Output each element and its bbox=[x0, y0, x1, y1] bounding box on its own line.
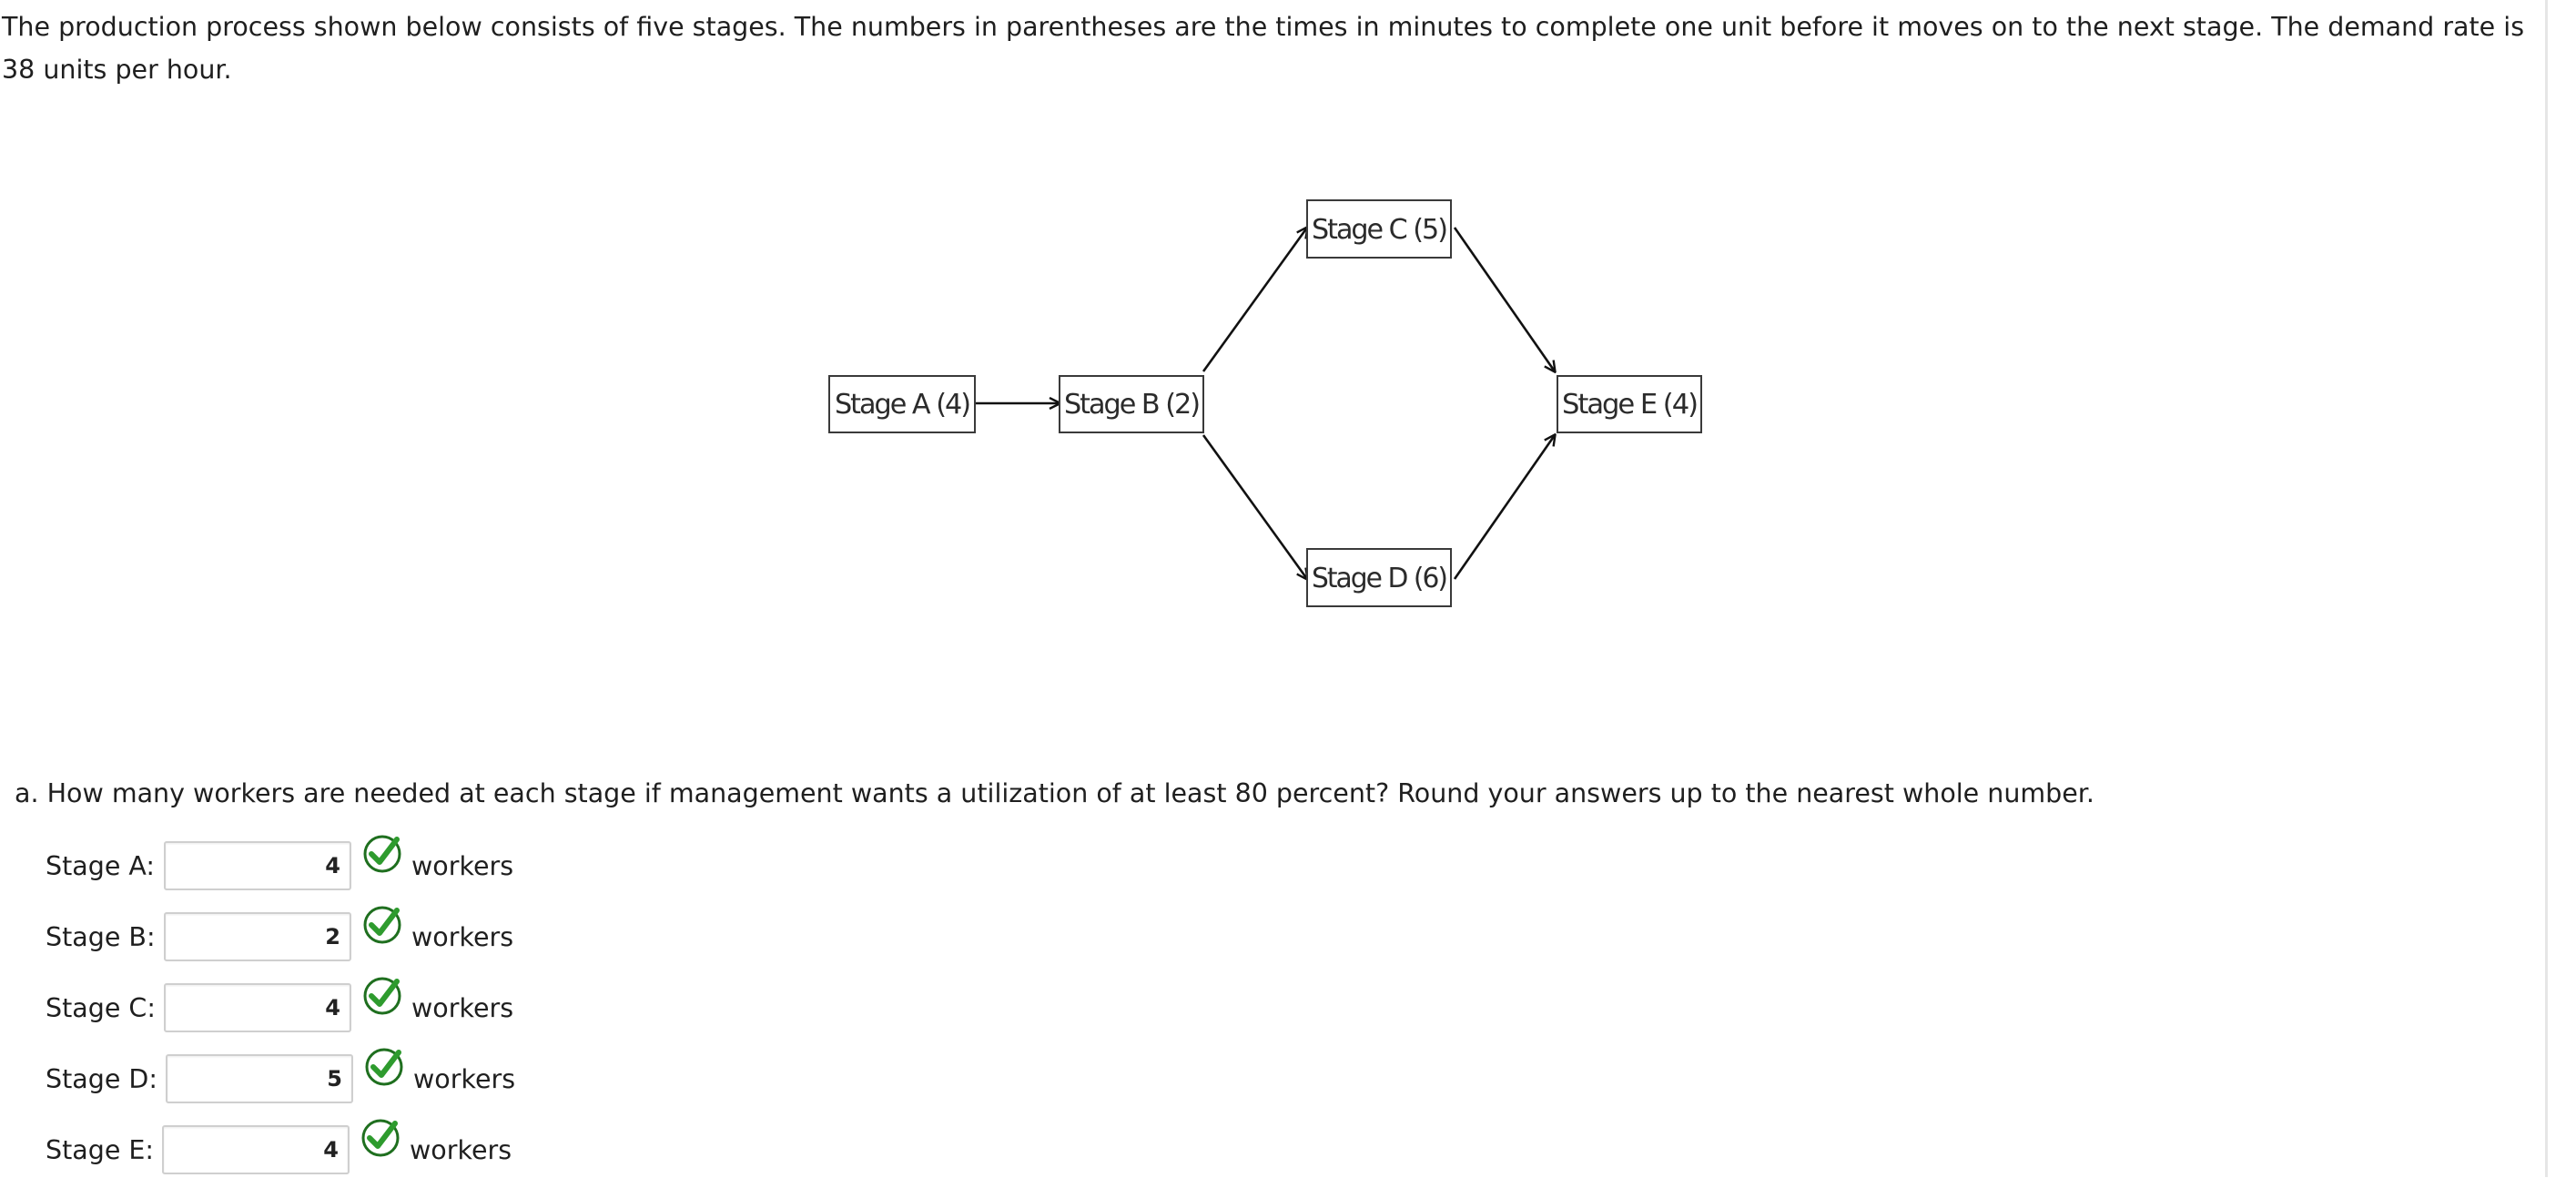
stage-a-label: Stage A (4) bbox=[835, 389, 970, 421]
stage-c-unit-label: workers bbox=[411, 993, 514, 1023]
question-a-prompt: a. How many workers are needed at each stage if management wants a utilization of at least 80 percent? Round your answers up to the nearest whole number. bbox=[15, 778, 2094, 808]
answer-row-stage-b bbox=[46, 910, 683, 965]
stage-d-unit-label: workers bbox=[413, 1064, 516, 1094]
flow-arrow-c-e bbox=[1455, 228, 1555, 371]
stage-d-node bbox=[1307, 549, 1451, 606]
flow-arrow-b-c bbox=[1203, 228, 1307, 371]
answer-row-stage-a bbox=[46, 839, 683, 894]
check-circle-icon bbox=[359, 1116, 402, 1160]
stage-e-unit-label: workers bbox=[410, 1135, 512, 1165]
stage-c-label: Stage C (5) bbox=[1312, 214, 1447, 246]
stage-d-label: Stage D (6) bbox=[1312, 563, 1447, 594]
stage-e-label: Stage E (4) bbox=[1562, 389, 1698, 421]
scrollbar-track bbox=[2545, 0, 2548, 1177]
check-circle-icon bbox=[360, 903, 404, 947]
stage-e-workers-input[interactable] bbox=[162, 1125, 350, 1174]
stage-b-workers-input[interactable] bbox=[164, 912, 351, 961]
answer-row-stage-e bbox=[46, 1123, 683, 1178]
stage-a-workers-input[interactable] bbox=[164, 841, 351, 890]
check-circle-icon bbox=[362, 1045, 406, 1089]
check-circle-icon bbox=[360, 974, 404, 1018]
stage-a-node bbox=[829, 376, 975, 432]
stage-b-label: Stage B (2) bbox=[1064, 389, 1200, 421]
stage-b-unit-label: workers bbox=[411, 922, 514, 952]
stage-b-node bbox=[1060, 376, 1203, 432]
stage-c-workers-input[interactable] bbox=[164, 983, 351, 1032]
process-flow-diagram bbox=[817, 182, 1709, 628]
stage-e-row-label: Stage E: bbox=[46, 1135, 155, 1165]
answer-row-stage-d bbox=[46, 1052, 683, 1107]
stage-a-row-label: Stage A: bbox=[46, 851, 156, 881]
problem-statement: The production process shown below consists of five stages. The numbers in parentheses are the times in minutes to complete one unit before it moves on to the next stage. The demand rate is 38 units per hour. bbox=[2, 12, 2525, 85]
stage-a-unit-label: workers bbox=[411, 851, 514, 881]
flow-arrow-b-d bbox=[1203, 435, 1307, 579]
stage-d-workers-input[interactable] bbox=[166, 1054, 353, 1103]
stage-b-row-label: Stage B: bbox=[46, 922, 156, 952]
process-flow-svg bbox=[817, 182, 1709, 628]
answer-row-stage-c bbox=[46, 981, 683, 1036]
stage-d-row-label: Stage D: bbox=[46, 1064, 157, 1094]
check-circle-icon bbox=[360, 832, 404, 876]
stage-e-node bbox=[1557, 376, 1701, 432]
stage-c-node bbox=[1307, 200, 1451, 258]
flow-arrow-d-e bbox=[1455, 435, 1555, 579]
stage-c-row-label: Stage C: bbox=[46, 993, 156, 1023]
